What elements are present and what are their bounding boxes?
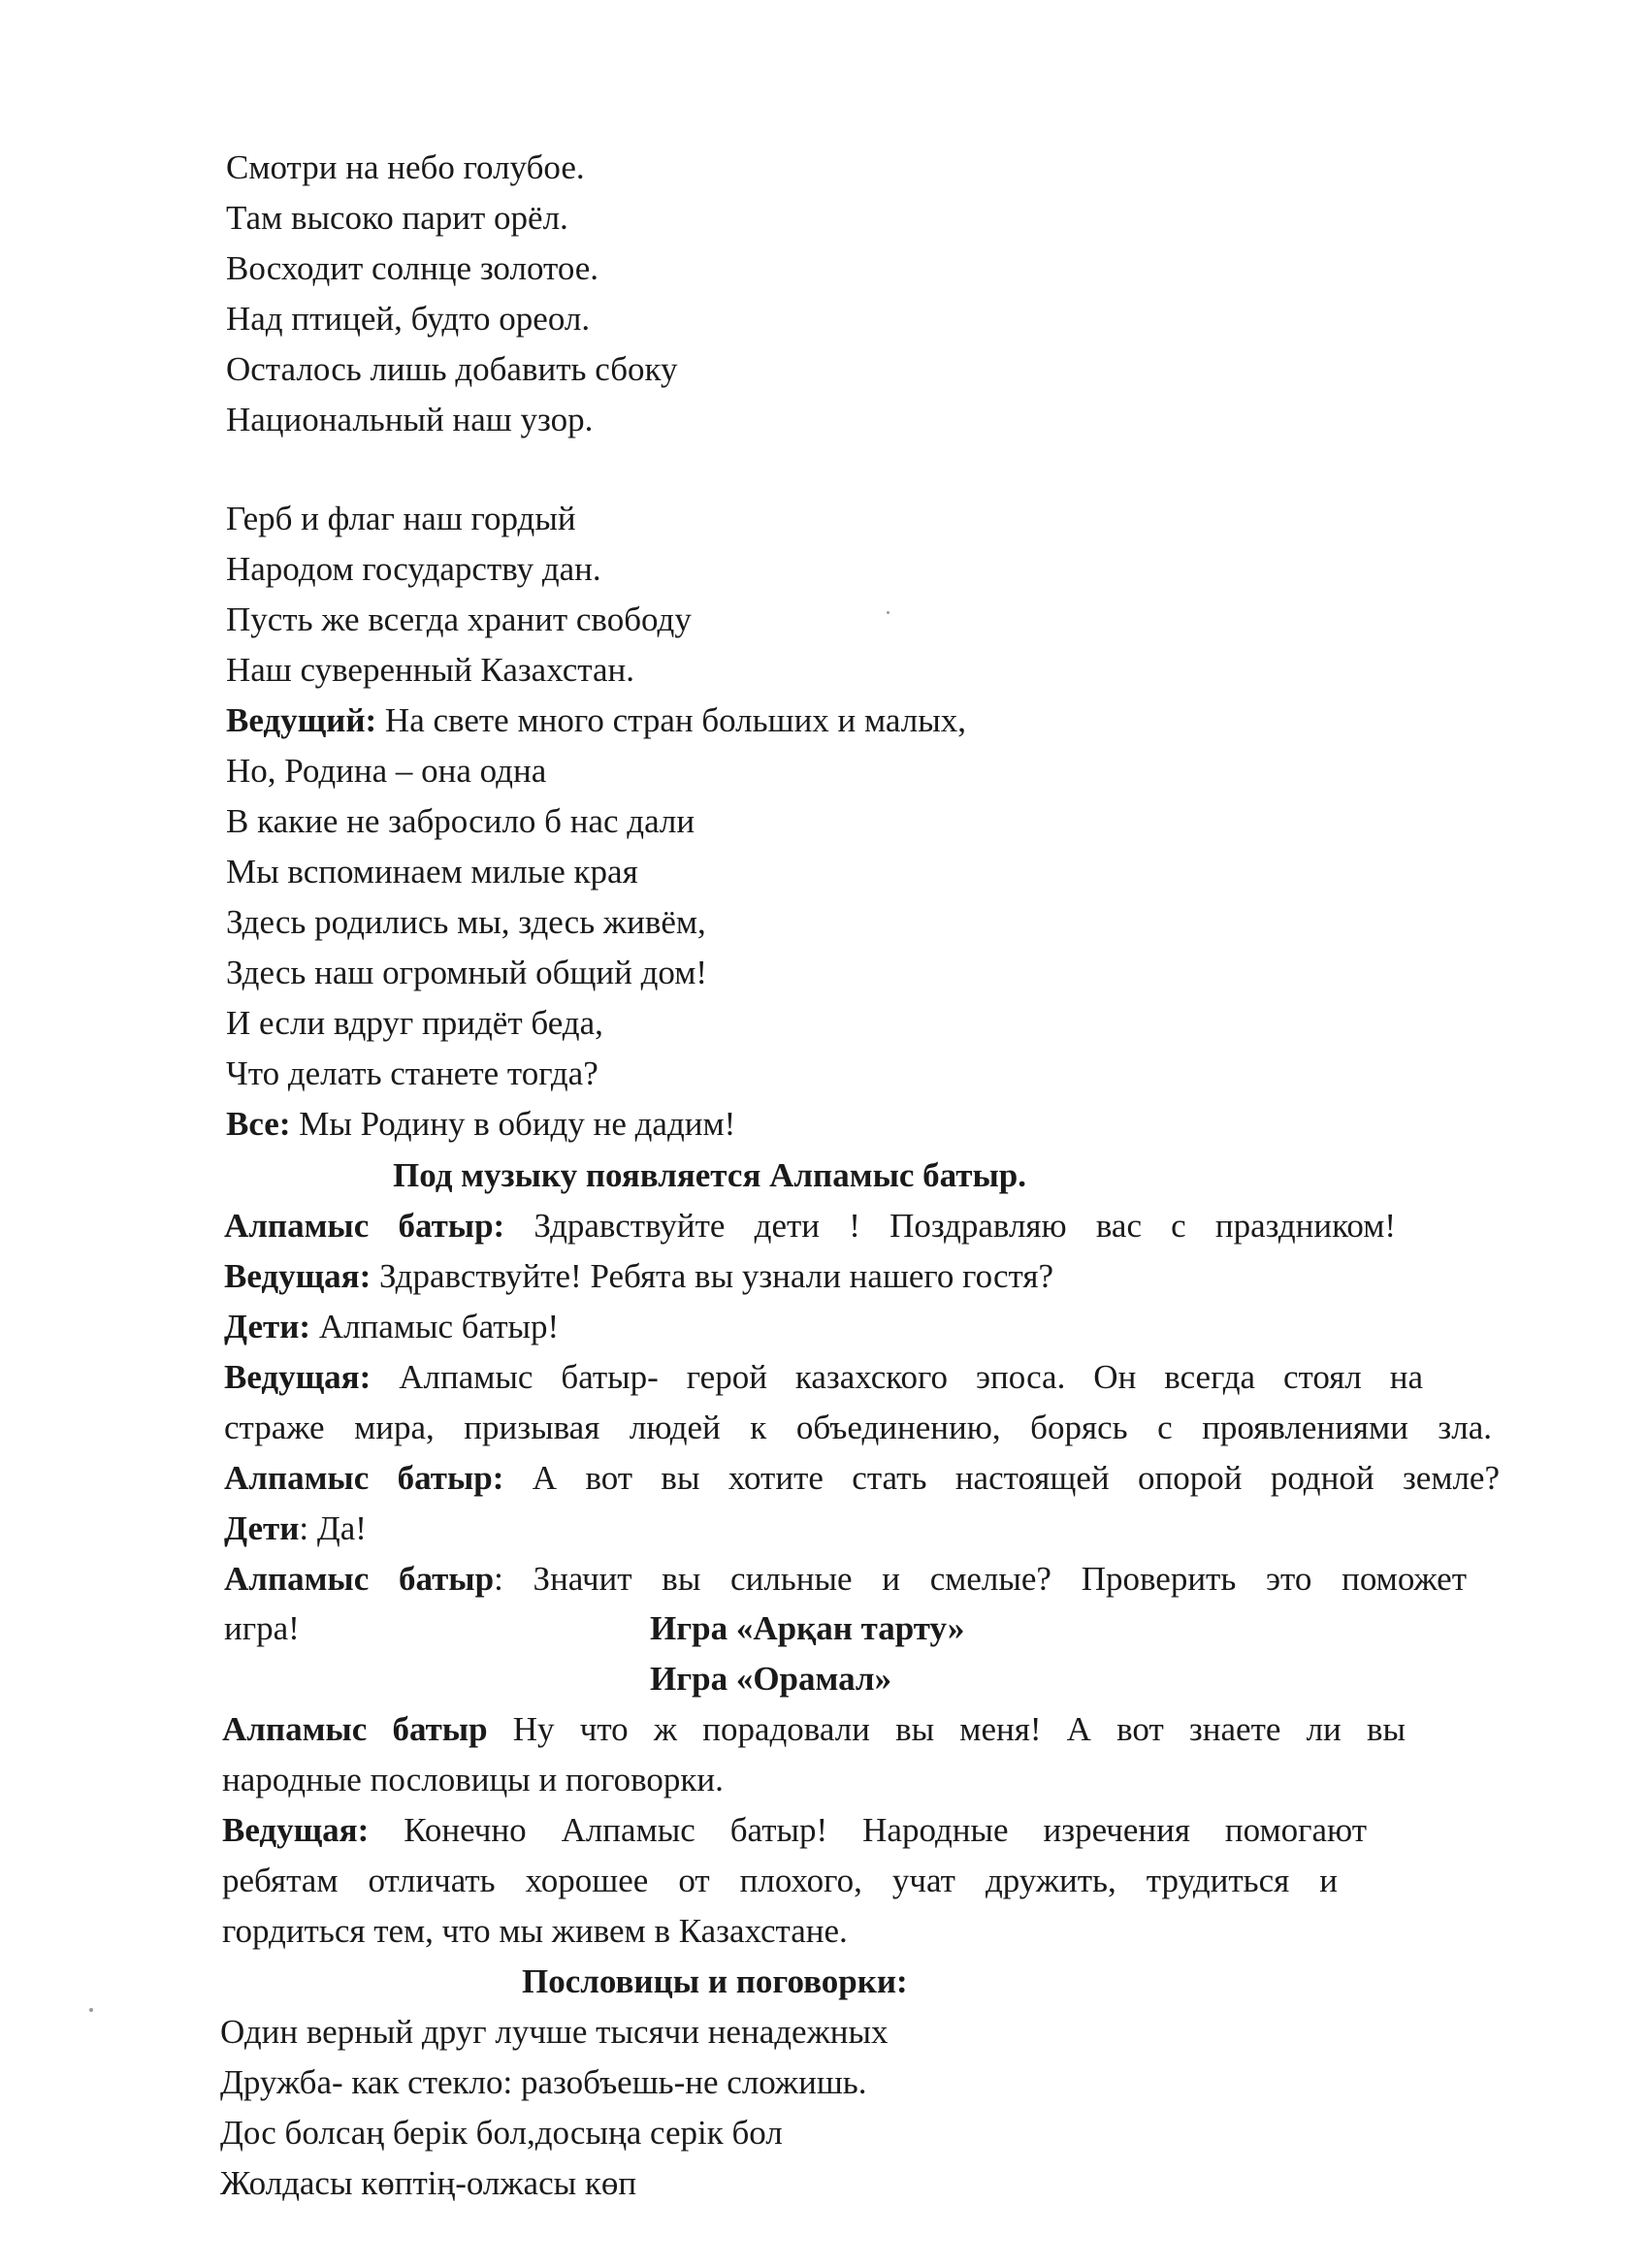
proverb: Дружба- как стекло: разобъешь-не сложишь. bbox=[220, 2063, 867, 2101]
dialogue-line bbox=[224, 1255, 1053, 1298]
proverb: Один верный друг лучше тысячи ненадежных bbox=[220, 2013, 889, 2051]
dialogue-line bbox=[224, 1558, 1467, 1601]
dialogue-line: И если вдруг придёт беда, bbox=[226, 1004, 603, 1042]
speaker-label: Все: bbox=[226, 1105, 291, 1143]
poem-line: Над птицей, будто ореол. bbox=[226, 300, 591, 338]
poem-line: Восходит солнце золотое. bbox=[226, 249, 599, 287]
speech-text: Ну что ж порадовали вы меня! А вот знаете ли вы bbox=[487, 1710, 1406, 1748]
speaker-label: Алпамыс батыр bbox=[224, 1560, 495, 1598]
dialogue-line bbox=[226, 1103, 735, 1146]
game-title: Игра «Арқан тарту» bbox=[650, 1609, 965, 1647]
poem-line: Наш суверенный Казахстан. bbox=[226, 651, 634, 689]
dialogue-line: ребятам отличать хорошее от плохого, учат дружить, трудиться и bbox=[222, 1862, 1338, 1899]
proverb: Дос болсаң берік бол,досыңа серік бол bbox=[220, 2114, 783, 2152]
speech-text: Конечно Алпамыс батыр! Народные изречения помогают bbox=[369, 1811, 1367, 1849]
dialogue-line bbox=[222, 1708, 1406, 1751]
dialogue-line bbox=[224, 1407, 1492, 1449]
speaker-label: Алпамыс батыр: bbox=[224, 1459, 504, 1497]
stage-direction: Под музыку появляется Алпамыс батыр. bbox=[393, 1156, 1027, 1194]
dialogue-line: Что делать станете тогда? bbox=[226, 1054, 598, 1092]
dialogue-line bbox=[224, 1356, 1423, 1399]
speaker-label: Ведущий: bbox=[226, 701, 377, 739]
scan-speck bbox=[89, 2008, 93, 2012]
speech-text: Мы Родину в обиду не дадим! bbox=[290, 1105, 736, 1143]
speech-text: Здравствуйте! Ребята вы узнали нашего гостя? bbox=[371, 1257, 1054, 1295]
poem-line: Там высоко парит орёл. bbox=[226, 199, 568, 237]
poem-line: Смотри на небо голубое. bbox=[226, 148, 585, 186]
poem-line: Герб и флаг наш гордый bbox=[226, 500, 576, 537]
dialogue-line bbox=[224, 1306, 559, 1348]
speaker-label: Дети bbox=[224, 1509, 300, 1547]
speech-text: А вот вы хотите стать настоящей опорой родной земле? bbox=[503, 1459, 1500, 1497]
speech-text: : Значит вы сильные и смелые? Проверить это поможет bbox=[494, 1560, 1468, 1598]
speech-text: страже мира, призывая людей к объединению, борясь с проявлениями зла. bbox=[224, 1409, 1492, 1446]
poem-line: Национальный наш узор. bbox=[226, 401, 594, 438]
dialogue-line: Но, Родина – она одна bbox=[226, 752, 547, 790]
speech-text: Здравствуйте дети ! Поздравляю вас с праздником! bbox=[504, 1207, 1397, 1245]
speaker-label: Ведущая: bbox=[224, 1358, 372, 1396]
dialogue-line: народные пословицы и поговорки. bbox=[222, 1761, 724, 1798]
speech-text: : Да! bbox=[299, 1509, 367, 1547]
scan-speck bbox=[887, 611, 889, 614]
dialogue-line: Мы вспоминаем милые края bbox=[226, 853, 638, 891]
poem-line: Пусть же всегда хранит свободу bbox=[226, 600, 692, 638]
game-title: Игра «Орамал» bbox=[650, 1660, 892, 1698]
speaker-label: Алпамыс батыр: bbox=[224, 1207, 505, 1245]
speaker-label: Дети: bbox=[224, 1308, 311, 1345]
poem-line: Народом государству дан. bbox=[226, 550, 601, 588]
dialogue-line: игра! bbox=[224, 1609, 300, 1647]
dialogue-line bbox=[222, 1809, 1367, 1852]
dialogue-line: В какие не забросило б нас дали bbox=[226, 802, 695, 840]
dialogue-line bbox=[224, 1205, 1396, 1247]
dialogue-line bbox=[226, 699, 966, 742]
dialogue-line bbox=[224, 1457, 1500, 1500]
speech-text: Алпамыс батыр! bbox=[310, 1308, 560, 1345]
section-heading: Пословицы и поговорки: bbox=[522, 1962, 908, 2000]
dialogue-line: Здесь наш огромный общий дом! bbox=[226, 954, 708, 991]
speech-text: Алпамыс батыр- герой казахского эпоса. Он всегда стоял на bbox=[371, 1358, 1423, 1396]
dialogue-line: гордиться тем, что мы живем в Казахстане. bbox=[222, 1912, 848, 1950]
speaker-label: Алпамыс батыр bbox=[222, 1710, 488, 1748]
speech-text: На свете много стран больших и малых, bbox=[376, 701, 967, 739]
dialogue-line bbox=[224, 1507, 367, 1550]
poem-line: Осталось лишь добавить сбоку bbox=[226, 350, 678, 388]
proverb: Жолдасы көптің-олжасы көп bbox=[220, 2164, 637, 2202]
dialogue-line: Здесь родились мы, здесь живём, bbox=[226, 903, 706, 941]
speaker-label: Ведущая: bbox=[222, 1811, 370, 1849]
speaker-label: Ведущая: bbox=[224, 1257, 372, 1295]
